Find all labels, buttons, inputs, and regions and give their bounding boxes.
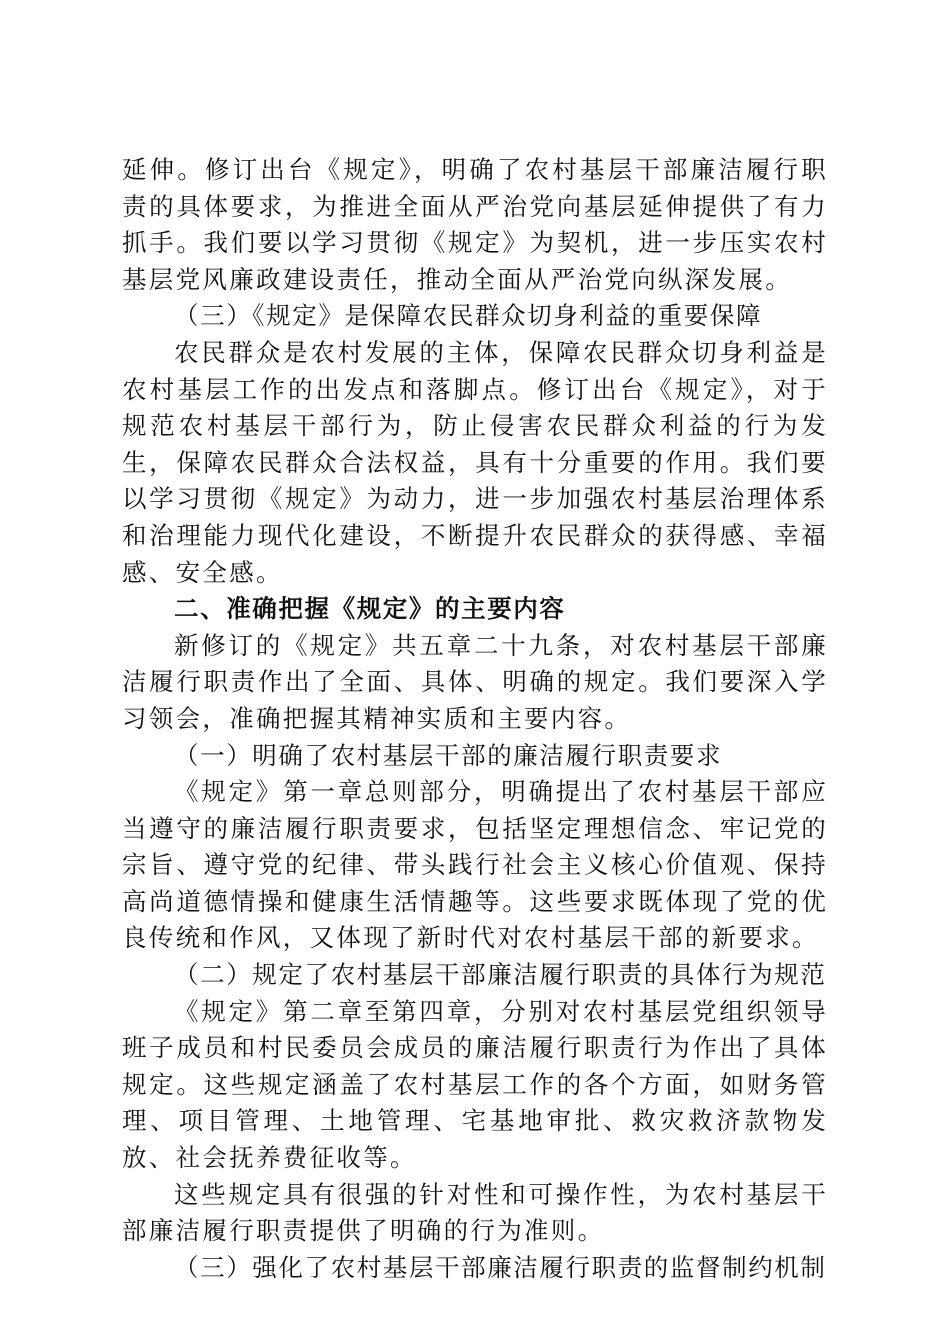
- paragraph-chapters-two-four: 《规定》第二章至第四章，分别对农村基层党组织领导班子成员和村民委员会成员的廉洁履行职责行为作出了具体规定。这些规定涵盖了农村基层工作的各个方面，如财务管理、项目管理、土地管理、宅基地审批、救灾救济款物发放、社会抚养费征收等。: [122, 996, 828, 1173]
- document-body: [122, 152, 828, 1286]
- paragraph-overview: 新修订的《规定》共五章二十九条，对农村基层干部廉洁履行职责作出了全面、具体、明确的规定。我们要深入学习领会，准确把握其精神实质和主要内容。: [122, 630, 828, 733]
- section-heading-2: 二、准确把握《规定》的主要内容: [174, 594, 566, 624]
- subheading-1-requirements: （一）明确了农村基层干部的廉洁履行职责要求: [174, 740, 723, 770]
- subheading-2-conduct-norms: （二）规定了农村基层干部廉洁履行职责的具体行为规范: [174, 960, 827, 990]
- subheading-3-supervision: （三）强化了农村基层干部廉洁履行职责的监督制约机制: [174, 1252, 827, 1282]
- paragraph-chapter-one: 《规定》第一章总则部分，明确提出了农村基层干部应当遵守的廉洁履行职责要求，包括坚定理想信念、牢记党的宗旨、遵守党的纪律、带头践行社会主义核心价值观、保持高尚道德情操和健康生活情趣等。这些要求既体现了党的优良传统和作风，又体现了新时代对农村基层干部的新要求。: [122, 777, 828, 953]
- paragraph-operability: 这些规定具有很强的针对性和可操作性，为农村基层干部廉洁履行职责提供了明确的行为准则。: [122, 1179, 828, 1246]
- paragraph-continued: 延伸。修订出台《规定》，明确了农村基层干部廉洁履行职责的具体要求，为推进全面从严治党向基层延伸提供了有力抓手。我们要以学习贯彻《规定》为契机，进一步压实农村基层党风廉政建设责任，推动全面从严治党向纵深发展。: [122, 155, 828, 294]
- subheading-3-guarantee: （三）《规定》是保障农民群众切身利益的重要保障: [174, 301, 763, 331]
- paragraph-farmers-interests: 农民群众是农村发展的主体，保障农民群众切身利益是农村基层工作的出发点和落脚点。修订出台《规定》，对于规范农村基层干部行为，防止侵害农民群众利益的行为发生，保障农民群众合法权益，具有十分重要的作用。我们要以学习贯彻《规定》为动力，进一步加强农村基层治理体系和治理能力现代化建设，不断提升农民群众的获得感、幸福感、安全感。: [122, 337, 828, 587]
